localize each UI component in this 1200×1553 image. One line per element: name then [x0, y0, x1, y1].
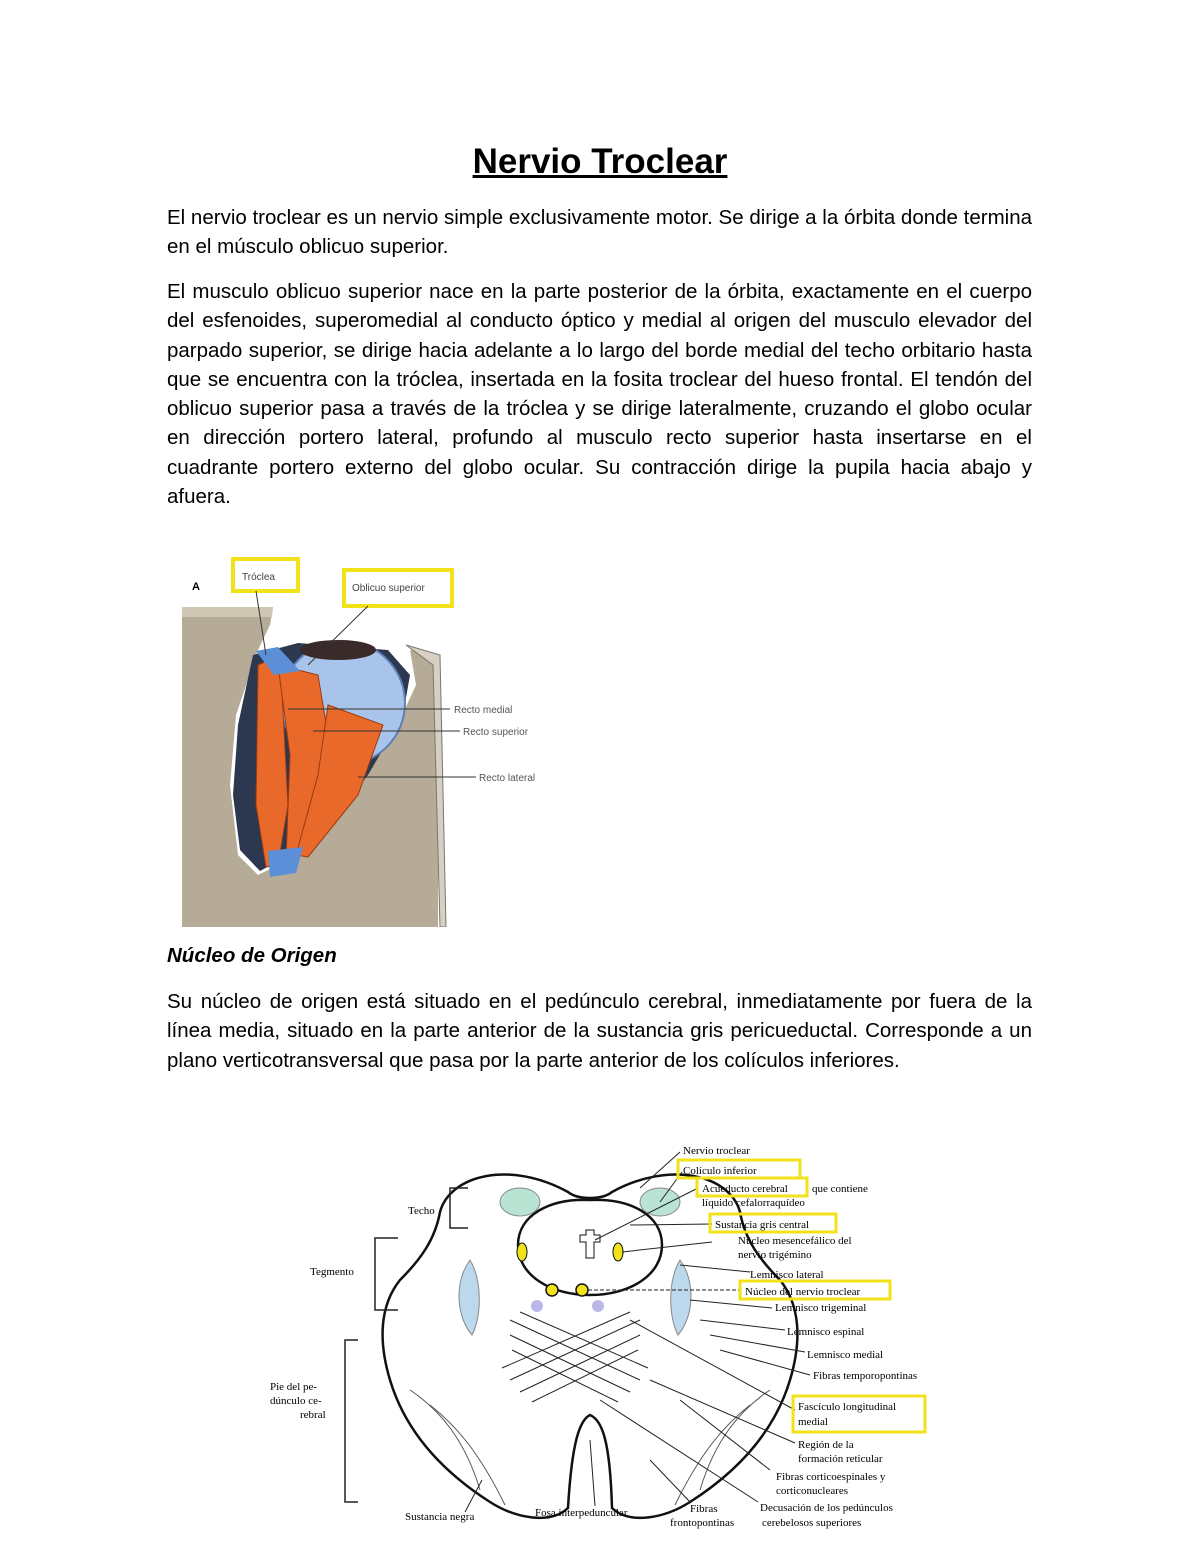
mlf-right [592, 1300, 604, 1312]
label-acueducto-rest1: que contiene [812, 1183, 868, 1195]
label-recto-superior: Recto superior [463, 727, 529, 738]
label-tegmento: Tegmento [310, 1266, 354, 1278]
label-nucleo-mesen-1: Núcleo mesencefálico del [738, 1235, 852, 1247]
bracket-techo [450, 1188, 468, 1228]
label-nervio-troclear: Nervio troclear [683, 1145, 750, 1157]
label-coliculo-inferior: Colículo inferior [683, 1165, 757, 1177]
label-fasciculo-2: medial [798, 1416, 828, 1428]
label-techo: Techo [408, 1205, 435, 1217]
peduncle-lines [410, 1390, 770, 1505]
decusacion-hatch [502, 1312, 648, 1402]
label-troclea: Tróclea [242, 572, 275, 583]
bracket-tegmento [375, 1238, 398, 1310]
label-sustancia-gris: Sustancia gris central [715, 1219, 810, 1231]
label-recto-medial: Recto medial [454, 705, 513, 716]
label-pie-2: dúnculo ce- [270, 1395, 322, 1407]
label-nucleo-mesen-2: nervio trigémino [738, 1249, 812, 1261]
paragraph-nucleo: Su núcleo de origen está situado en el pedúnculo cerebral, inmediatamente por fuera de la línea media, situado en la parte anterior de la sustancia gris pericueductal. Corresponde a un plano verticotransversal que pasa por la parte anterior de los colículos inferiores. [167, 990, 1032, 1072]
section-heading: Núcleo de Origen [167, 944, 337, 967]
paragraph-oblicuo: El musculo oblicuo superior nace en la parte posterior de la órbita, exactamente en el cuerpo del esfenoides, superomedial al conducto óptico y medial al origen del musculo elevador del parpado superior, se dirige hacia adelante a lo largo del borde medial del techo orbitario hasta que se encuentra con la tróclea, insertada en la fosita troclear del hueso frontal. El tendón del oblicuo superior pasa a través de la tróclea y se dirige lateralmente, cruzando el globo ocular en dirección portero lateral, profundo al musculo recto superior hasta insertarse en el cuadrante portero externo del globo ocular. Su contracción dirige la pupila hacia abajo y afuera. [167, 280, 1032, 509]
label-region-1: Región de la [798, 1439, 854, 1451]
mesencefalico-left [517, 1243, 527, 1261]
coliculo-left [500, 1188, 540, 1216]
lemnisco-right [671, 1260, 691, 1335]
cornea [300, 640, 376, 660]
label-fibras-cortico-1: Fibras corticoespinales y [776, 1471, 886, 1483]
periaqueductal-gray [518, 1200, 662, 1295]
orbit-figure [178, 555, 558, 927]
nucleo-troclear-left [546, 1284, 558, 1296]
midbrain-figure [250, 1140, 950, 1540]
label-fosa: Fosa interpeduncular [535, 1507, 628, 1519]
label-pie-3: rebral [300, 1409, 326, 1421]
mlf-left [531, 1300, 543, 1312]
label-fibras-fronto-1: Fibras [690, 1503, 718, 1515]
lemnisco-left [459, 1260, 479, 1335]
page-title: Nervio Troclear [472, 142, 728, 181]
label-lemnisco-trigeminal: Lemnisco trigeminal [775, 1302, 867, 1314]
label-lemnisco-medial: Lemnisco medial [807, 1349, 884, 1361]
mesencefalico-right [613, 1243, 623, 1261]
label-decusacion-2: cerebelosos superiores [762, 1517, 862, 1529]
label-recto-lateral: Recto lateral [479, 773, 536, 784]
label-acueducto: Acueducto cerebral [702, 1183, 788, 1195]
label-acueducto-rest2: líquido cefalorraquídeo [702, 1197, 805, 1209]
label-sustancia-negra: Sustancia negra [405, 1511, 475, 1523]
label-fibras-fronto-2: frontopontinas [670, 1517, 735, 1529]
nucleo-troclear-right [576, 1284, 588, 1296]
label-decusacion-1: Decusación de los pedúnculos [760, 1502, 893, 1514]
bracket-pie [345, 1340, 358, 1502]
label-fasciculo-1: Fascículo longitudinal [798, 1401, 897, 1413]
paragraph-intro: El nervio troclear es un nervio simple exclusivamente motor. Se dirige a la órbita donde termina en el músculo oblicuo superior. [167, 206, 1032, 259]
label-pie-1: Pie del pe- [270, 1381, 318, 1393]
label-lemnisco-lateral: Lemnisco lateral [750, 1269, 824, 1281]
label-nucleo-troclear: Núcleo del nervio troclear [745, 1286, 861, 1298]
label-fibras-cortico-2: corticonucleares [776, 1485, 849, 1497]
aqueduct [580, 1230, 600, 1258]
figure-letter: A [192, 581, 200, 593]
label-lemnisco-espinal: Lemnisco espinal [787, 1326, 865, 1338]
label-oblicuo: Oblicuo superior [352, 583, 425, 594]
label-fibras-temporo: Fibras temporopontinas [813, 1370, 918, 1382]
label-region-2: formación reticular [798, 1453, 883, 1465]
